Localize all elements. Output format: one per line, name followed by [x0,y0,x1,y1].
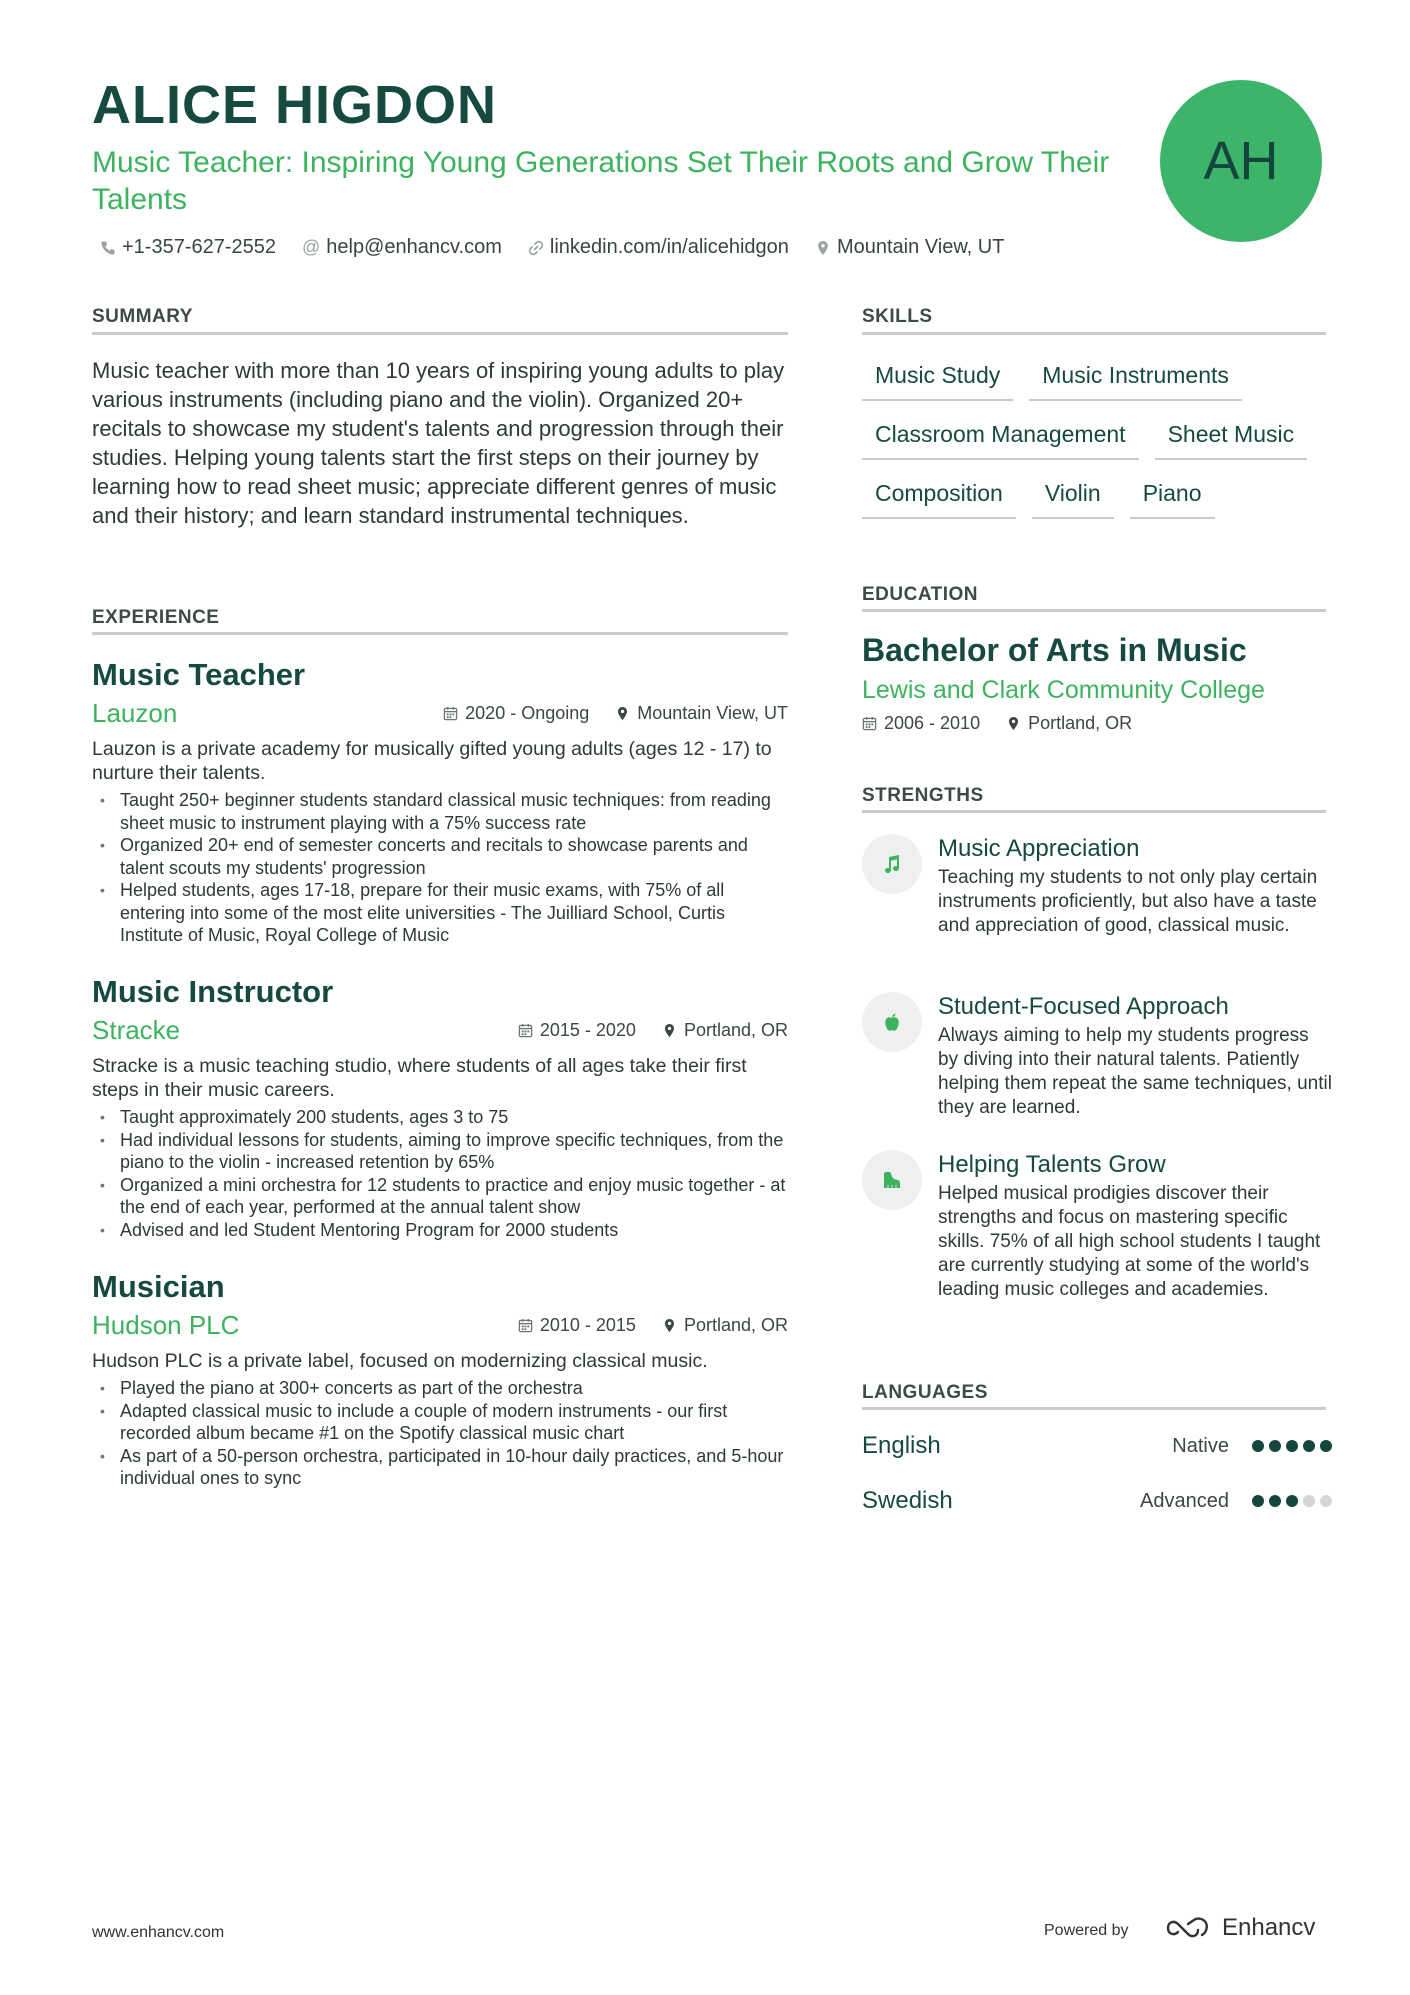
job-header-row [92,698,788,729]
education-location-text: Portland, OR [1028,713,1133,733]
languages-divider [862,1407,1326,1410]
job-meta [417,703,788,724]
job-bullet: • Taught approximately 200 students, ages 3 to 75 [92,1106,788,1129]
education-meta [862,713,1158,734]
job-title: Music Teacher [92,657,306,692]
job-meta [492,1315,788,1336]
job-bullets [92,1106,788,1241]
education-dates [862,713,980,734]
job-dates-text: 2010 - 2015 [539,1315,636,1335]
brand-logo[interactable] [1164,1914,1315,1942]
job-entry [92,656,788,947]
strength-title: Music Appreciation [938,835,1140,862]
skills-heading: SKILLS [862,306,933,327]
job-bullet: • Adapted classical music to include a couple of modern instruments - our first recorded album became #1 on the Spotify classical music chart [92,1400,788,1445]
summary-text: Music teacher with more than 10 years of inspiring young adults to play various instruments (including piano and the violin). Organized 20+ recitals to showcase my student's talents and progression through their studies. Helping young talents start the first steps on their journey by learning how to read sheet music; appreciate different genres of music and their history; and learn standard instrumental techniques. [92,358,785,528]
strength-description: Teaching my students to not only play certain instruments proficiently, but also have a taste and appreciation of good, classical music. [938,867,1318,936]
job-entry [92,973,788,1241]
job-title: Music Instructor [92,974,334,1009]
rating-dot-filled [1286,1495,1298,1507]
job-title: Musician [92,1269,225,1304]
job-bullet: • Advised and led Student Mentoring Program for 2000 students [92,1219,788,1242]
summary-divider [92,332,788,335]
rating-dot-filled [1252,1495,1264,1507]
candidate-tagline: Music Teacher: Inspiring Young Generations Set Their Roots and Grow Their Talents [92,146,1110,216]
strength-item [862,992,1332,1120]
enhancv-logo-icon [1164,1915,1212,1941]
contact-linkedin-text: linkedin.com/in/alicehidgon [549,236,789,258]
location-pin-icon [615,706,630,721]
job-bullet: • Organized a mini orchestra for 12 students to practice and enjoy music together - at the end of each year, performed at the annual talent show [92,1174,788,1219]
skill-tag: Piano [1130,476,1215,519]
calendar-icon [443,706,458,721]
education-degree: Bachelor of Arts in Music [862,632,1247,668]
job-location-text: Mountain View, UT [637,703,788,723]
contact-phone[interactable] [100,236,276,259]
job-description: Stracke is a music teaching studio, where students of all ages take their first steps in their music careers. [92,1055,747,1101]
strengths-heading: STRENGTHS [862,785,984,806]
job-dates [443,703,589,724]
skills-list [862,358,1332,535]
language-name: Swedish [862,1487,953,1514]
job-header-row [92,1015,788,1046]
rating-dot-filled [1303,1440,1315,1452]
contact-linkedin[interactable] [528,236,789,259]
job-location-text: Portland, OR [683,1020,788,1040]
job-bullet: • Taught 250+ beginner students standard classical music techniques: from reading sheet music to instrument playing with a 75% success rate [92,789,788,834]
language-item [862,1487,1332,1515]
job-location [662,1020,788,1041]
job-bullet: • Helped students, ages 17-18, prepare for their music exams, with 75% of all entering into some of the most elite universities - The Juilliard School, Curtis Institute of Music, Royal College of Music [92,879,788,947]
education-heading: EDUCATION [862,584,979,605]
job-bullet: • Had individual lessons for students, aiming to improve specific techniques, from the piano to the violin - increased retention by 65% [92,1129,788,1174]
brand-name: Enhancv [1222,1914,1316,1941]
job-bullet: • Organized 20+ end of semester concerts and recitals to showcase parents and talent scouts my students' progression [92,834,788,879]
job-header-row [92,1310,788,1341]
avatar [1160,80,1322,242]
job-bullet: • Played the piano at 300+ concerts as part of the orchestra [92,1377,788,1400]
language-rating [1247,1495,1332,1507]
job-company: Stracke [92,1015,181,1045]
skill-tag: Classroom Management [862,417,1139,460]
job-location [615,703,788,724]
job-meta [492,1020,788,1041]
strength-icon-badge [862,992,922,1052]
job-entry [92,1268,788,1490]
job-description: Lauzon is a private academy for musically gifted young adults (ages 12 - 17) to nurture their talents. [92,738,772,784]
job-bullets [92,1377,788,1490]
skill-tag: Music Instruments [1029,358,1242,401]
education-location [1006,713,1132,734]
location-pin-icon [662,1318,677,1333]
job-company: Hudson PLC [92,1310,240,1340]
rating-dot-filled [1269,1495,1281,1507]
location-pin-icon [1006,716,1021,731]
rating-dot-filled [1286,1440,1298,1452]
contact-email-text: help@enhancv.com [326,236,502,258]
contact-phone-text: +1-357-627-2552 [122,236,277,258]
rating-dot-filled [1252,1440,1264,1452]
language-item [862,1432,1332,1460]
contact-location [815,236,1005,259]
job-dates-text: 2020 - Ongoing [465,703,590,723]
rating-dot-filled [1269,1440,1281,1452]
strength-title: Helping Talents Grow [938,1151,1166,1178]
job-description: Hudson PLC is a private label, focused on modernizing classical music. [92,1350,708,1372]
piano-icon [880,1168,904,1192]
strengths-divider [862,810,1326,813]
calendar-icon [518,1318,533,1333]
powered-by-label: Powered by [1044,1922,1129,1939]
music-note-icon [880,852,904,876]
skill-tag: Music Study [862,358,1013,401]
language-name: English [862,1432,941,1459]
summary-heading: SUMMARY [92,306,193,327]
candidate-name: ALICE HIGDON [92,75,498,135]
experience-divider [92,632,788,635]
strength-icon-badge [862,834,922,894]
contact-location-text: Mountain View, UT [836,236,1005,258]
job-company: Lauzon [92,698,178,728]
skill-tag: Sheet Music [1155,417,1308,460]
rating-dot-empty [1303,1495,1315,1507]
education-divider [862,609,1326,612]
job-location [662,1315,788,1336]
job-dates-text: 2015 - 2020 [539,1020,636,1040]
link-icon [528,240,544,256]
job-dates [518,1315,636,1336]
at-icon: @ [302,237,321,257]
language-level: Advanced [1140,1489,1229,1512]
strength-icon-badge [862,1150,922,1210]
strength-item [862,834,1332,938]
job-dates [518,1020,636,1041]
rating-dot-empty [1320,1495,1332,1507]
languages-heading: LANGUAGES [862,1382,988,1403]
calendar-icon [862,716,877,731]
experience-heading: EXPERIENCE [92,607,220,628]
footer-website-link[interactable]: www.enhancv.com [92,1924,225,1941]
location-pin-icon [662,1023,677,1038]
education-dates-text: 2006 - 2010 [884,713,981,733]
skill-tag: Composition [862,476,1016,519]
contact-bar [100,236,1030,259]
calendar-icon [518,1023,533,1038]
apple-icon [880,1010,904,1034]
contact-email[interactable] [302,236,502,259]
strength-description: Helped musical prodigies discover their strengths and focus on mastering specific skills. 75% of all high school students I taught are currently studying at some of the world's leading music colleges and academies. [938,1183,1321,1300]
strength-item [862,1150,1332,1302]
language-rating [1247,1440,1332,1452]
phone-icon [100,240,116,256]
job-location-text: Portland, OR [683,1315,788,1335]
skill-tag: Violin [1032,476,1114,519]
location-pin-icon [815,240,831,256]
skills-divider [862,332,1326,335]
strength-title: Student-Focused Approach [938,993,1229,1020]
language-level: Native [1172,1434,1229,1457]
rating-dot-filled [1320,1440,1332,1452]
education-school: Lewis and Clark Community College [862,676,1265,704]
job-bullet: • As part of a 50-person orchestra, participated in 10-hour daily practices, and 5-hour individual ones to sync [92,1445,788,1490]
job-bullets [92,789,788,947]
strength-description: Always aiming to help my students progress by diving into their natural talents. Patiently helping them repeat the same techniques, until they are learned. [938,1025,1332,1118]
avatar-initials: AH [1203,131,1279,191]
